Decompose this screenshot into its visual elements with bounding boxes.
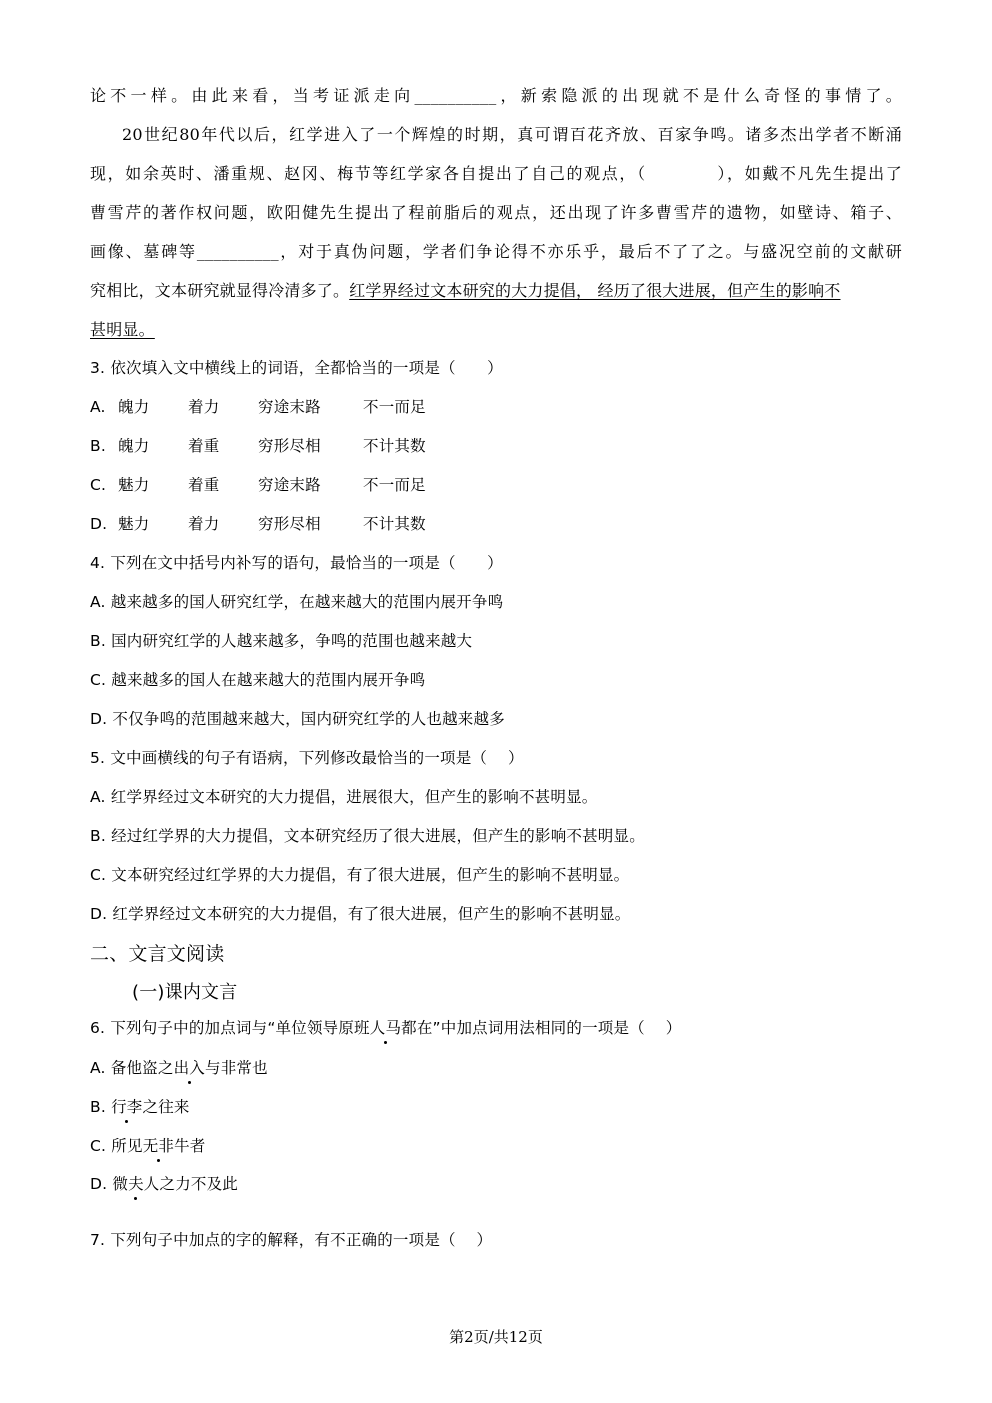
question-3-option-d <box>90 514 426 534</box>
option-word: 穷形尽相 <box>258 515 321 533</box>
option-word: 着力 <box>188 398 220 416</box>
dotted-word <box>174 1058 205 1078</box>
option-key: A. <box>90 398 106 416</box>
option-word: 不计其数 <box>363 437 426 455</box>
option-text: B. <box>90 1098 112 1116</box>
option-word: 魅力 <box>118 515 150 533</box>
section-heading: 二、文言文阅读 <box>90 943 225 965</box>
dotted-word <box>143 1136 174 1156</box>
question-6-option-b <box>90 1097 190 1117</box>
passage-line-1: 论不一样。由此来看，当考证派走向__________，新索隐派的出现就不是什么奇怪的事情了。 <box>90 86 902 105</box>
option-text: A. 备他盗之 <box>90 1059 174 1077</box>
dotted-word <box>370 1018 401 1038</box>
question-6-option-c <box>90 1136 206 1156</box>
question-4-option-b: B. 国内研究红学的人越来越多，争鸣的范围也越来越大 <box>90 632 473 650</box>
underlined-sentence-part-1: 红学界经过文本研究的大力提倡， 经历了很大进展，但产生的影响不 <box>349 281 841 300</box>
question-5-option-d: D. 红学界经过文本研究的大力提倡，有了很大进展，但产生的影响不甚明显。 <box>90 905 631 923</box>
underlined-sentence-part-2: 甚明显。 <box>90 320 155 339</box>
option-word: 不计其数 <box>363 515 426 533</box>
option-word: 着重 <box>188 476 220 494</box>
question-5-option-c: C. 文本研究经过红学界的大力提倡，有了很大进展，但产生的影响不甚明显。 <box>90 866 630 884</box>
passage-line-6 <box>90 281 841 301</box>
page-footer: 第2页/共12页 <box>449 1328 543 1346</box>
passage-line-7 <box>90 320 155 340</box>
question-7-stem: 7. 下列句子中加点的字的解释，有不正确的一项是（ ） <box>90 1231 493 1249</box>
stem-text: 6. 下列句子中的加点词与“单位领导原班 <box>90 1019 370 1037</box>
question-3-stem: 3. 依次填入文中横线上的词语，全都恰当的一项是（ ） <box>90 359 503 377</box>
question-4-option-d: D. 不仅争鸣的范围越来越大，国内研究红学的人也越来越多 <box>90 710 505 728</box>
option-text: 牛者 <box>174 1137 206 1155</box>
option-text: 之力不及此 <box>159 1175 239 1193</box>
dotted-text: 微夫人 <box>112 1175 160 1193</box>
stem-text: 都在”中加点词用法相同的一项是（ ） <box>401 1019 682 1037</box>
option-word: 穷形尽相 <box>258 437 321 455</box>
option-key: B. <box>90 437 106 455</box>
passage-line-6-plain: 究相比，文本研究就显得冷清多了。 <box>90 281 350 300</box>
question-6-option-d <box>90 1174 238 1194</box>
option-text: 与非常也 <box>205 1059 268 1077</box>
option-word: 着力 <box>188 515 220 533</box>
question-3-option-a <box>90 397 426 417</box>
option-key: D. <box>90 515 108 533</box>
dotted-word <box>111 1097 142 1117</box>
option-word: 穷途末路 <box>258 476 321 494</box>
question-5-stem: 5. 文中画横线的句子有语病，下列修改最恰当的一项是（ ） <box>90 749 524 767</box>
subsection-heading: (一)课内文言 <box>132 982 238 1003</box>
passage-line-4: 曹雪芹的著作权问题，欧阳健先生提出了程前脂后的观点，还出现了许多曹雪芹的遗物，如壁诗、箱子、 <box>90 203 902 222</box>
option-text: D. <box>90 1175 113 1193</box>
option-word: 穷途末路 <box>258 398 321 416</box>
question-3-option-c <box>90 475 426 495</box>
question-6-option-a <box>90 1058 268 1078</box>
dotted-text: 出入 <box>173 1059 205 1077</box>
passage-line-3: 现，如余英时、潘重规、赵冈、梅节等红学家各自提出了自己的观点，（ ），如戴不凡先生提出了 <box>90 164 902 183</box>
dotted-text: 无非 <box>142 1137 175 1155</box>
dotted-text: 人马 <box>369 1019 402 1037</box>
option-word: 魄力 <box>118 398 150 416</box>
question-5-option-b: B. 经过红学界的大力提倡，文本研究经历了很大进展，但产生的影响不甚明显。 <box>90 827 645 845</box>
option-text: C. 所见 <box>90 1137 143 1155</box>
question-4-option-c: C. 越来越多的国人在越来越大的范围内展开争鸣 <box>90 671 426 689</box>
question-4-stem: 4. 下列在文中括号内补写的语句，最恰当的一项是（ ） <box>90 554 503 572</box>
option-key: C. <box>90 476 107 494</box>
option-text: 之往来 <box>142 1098 190 1116</box>
option-word: 魅力 <box>118 476 150 494</box>
option-word: 着重 <box>188 437 220 455</box>
option-word: 不一而足 <box>363 476 426 494</box>
dotted-text: 行李 <box>111 1098 143 1116</box>
question-3-option-b <box>90 436 426 456</box>
passage-line-5: 画像、墓碑等__________，对于真伪问题，学者们争论得不亦乐乎，最后不了了之。与盛况空前的文献研 <box>90 242 902 261</box>
question-4-option-a: A. 越来越多的国人研究红学，在越来越大的范围内展开争鸣 <box>90 593 504 611</box>
dotted-word <box>112 1174 159 1194</box>
option-word: 不一而足 <box>363 398 426 416</box>
option-word: 魄力 <box>118 437 150 455</box>
question-6-stem <box>90 1018 681 1038</box>
question-5-option-a: A. 红学界经过文本研究的大力提倡，进展很大，但产生的影响不甚明显。 <box>90 788 598 806</box>
passage-line-2: 20世纪80年代以后，红学进入了一个辉煌的时期，真可谓百花齐放、百家争鸣。诸多杰出学者不断涌 <box>122 125 902 144</box>
